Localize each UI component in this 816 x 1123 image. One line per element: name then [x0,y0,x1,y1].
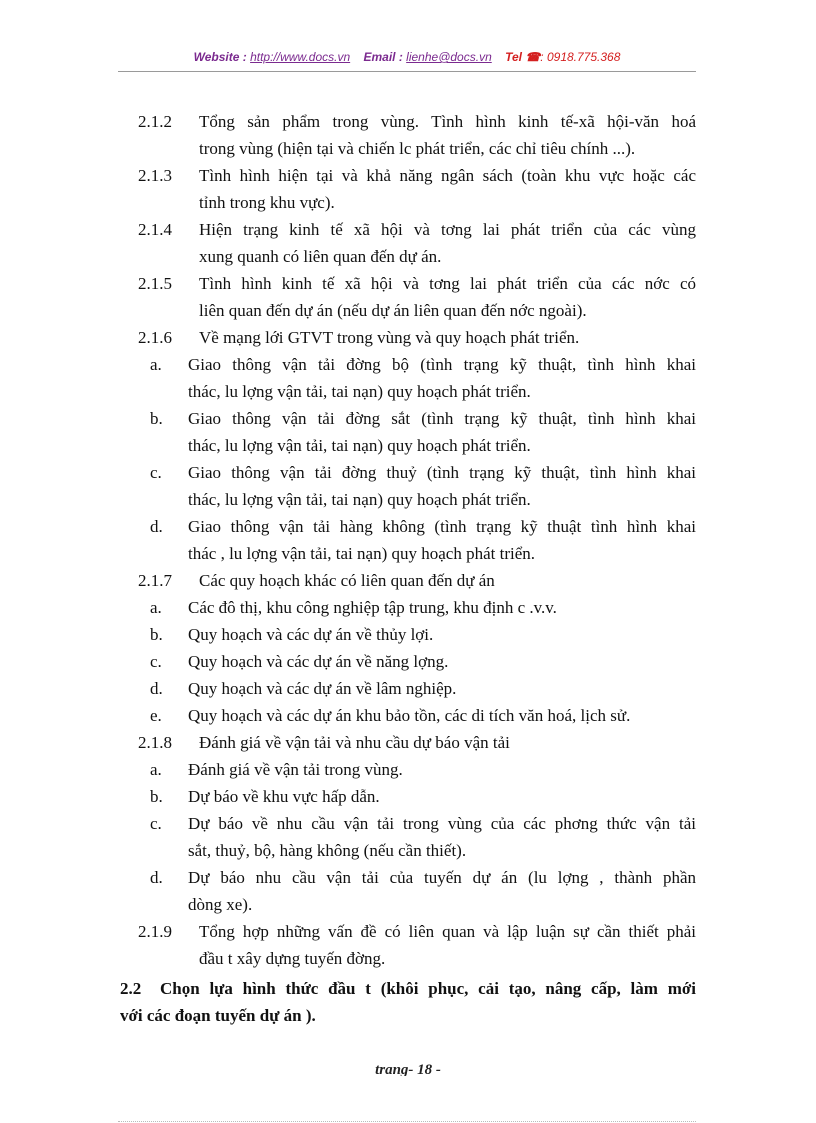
section-list-item [0,569,816,593]
item-number: 2.1.4 [138,220,172,239]
item-number: b. [150,787,163,806]
item-number: 2.1.7 [138,571,172,590]
item-number: d. [150,517,163,536]
item-number: c. [150,463,162,482]
item-text: Quy hoạch và các dự án khu bảo tồn, các di tích văn hoá, lịch sử. [188,706,631,725]
item-text: thác , lu lợng vận tải, tai nạn) quy hoạch phát triển. [188,544,535,563]
sub-list-item [0,839,816,863]
item-text: Về mạng lới GTVT trong vùng và quy hoạch phát triển. [199,328,580,347]
item-text: với các đoạn tuyến dự án ). [120,1006,316,1025]
sub-list-item [0,542,816,566]
sub-list-item [0,866,816,890]
page-number: trang- 18 - [375,1062,441,1076]
item-text: Tổng sản phẩm trong vùng. Tình hình kinh tế-xã hội-văn hoá [199,112,696,131]
item-number: b. [150,625,163,644]
sub-list-item [0,893,816,917]
item-text: Tình hình hiện tại và khả năng ngân sách (toàn khu vực hoặc các [199,166,696,185]
section-heading [0,1004,816,1028]
item-number: c. [150,652,162,671]
item-text: Tổng hợp những vấn đề có liên quan và lập luận sự cần thiết phải [199,922,696,941]
item-text: Quy hoạch và các dự án về thủy lợi. [188,625,434,644]
item-number: 2.1.2 [138,112,172,131]
item-text: Quy hoạch và các dự án về lâm nghiệp. [188,679,457,698]
sub-list-item [0,677,816,701]
section-list-item [0,218,816,242]
item-number: e. [150,706,162,725]
item-number: d. [150,679,163,698]
sub-list-item [0,515,816,539]
item-text: Giao thông vận tải đờng bộ (tình trạng kỹ thuật, tình hình khai [188,355,696,374]
footer-divider [118,1121,696,1122]
item-text: liên quan đến dự án (nếu dự án liên quan đến nớc ngoài). [199,301,587,320]
section-list-item [0,137,816,161]
sub-list-item [0,407,816,431]
item-text: tỉnh trong khu vực). [199,193,335,212]
item-text: Các đô thị, khu công nghiệp tập trung, khu định c .v.v. [188,598,557,617]
item-text: Giao thông vận tải đờng thuỷ (tình trạng kỹ thuật, tình hình khai [188,463,696,482]
sub-list-item [0,596,816,620]
sub-list-item [0,785,816,809]
item-text: Dự báo về khu vực hấp dẫn. [188,787,380,806]
sub-list-item [0,704,816,728]
sub-list-item [0,758,816,782]
item-text: Chọn lựa hình thức đầu t (khôi phục, cải tạo, nâng cấp, làm mới [160,979,696,998]
item-number: 2.1.6 [138,328,172,347]
item-text: đầu t xây dựng tuyến đờng. [199,949,386,968]
item-text: thác, lu lợng vận tải, tai nạn) quy hoạch phát triển. [188,382,531,401]
item-text: Đánh giá về vận tải trong vùng. [188,760,403,779]
sub-list-item [0,461,816,485]
item-text: Giao thông vận tải hàng không (tình trạng kỹ thuật tình hình khai [188,517,696,536]
item-text: Tình hình kinh tế xã hội và tơng lai phát triển của các nớc có [199,274,696,293]
website-link[interactable]: http://www.docs.vn [250,50,351,64]
section-list-item [0,272,816,296]
phone-icon: ☎ [525,50,541,64]
header-divider [118,71,696,72]
item-number: a. [150,598,162,617]
website-separator: : [239,50,251,64]
sub-list-item [0,812,816,836]
item-number: b. [150,409,163,428]
item-text: Giao thông vận tải đờng sắt (tình trạng kỹ thuật, tình hình khai [188,409,696,428]
section-list-item [0,164,816,188]
item-text: Hiện trạng kinh tế xã hội và tơng lai phát triển của các vùng [199,220,696,239]
item-text: sắt, thuỷ, bộ, hàng không (nếu cần thiết). [188,841,467,860]
sub-list-item [0,650,816,674]
sub-list-item [0,623,816,647]
section-list-item [0,920,816,944]
item-text: Dự báo nhu cầu vận tải của tuyến dự án (lu lợng , thành phần [188,868,696,887]
sub-list-item [0,380,816,404]
item-number: 2.1.9 [138,922,172,941]
item-number: c. [150,814,162,833]
item-number: 2.1.5 [138,274,172,293]
email-link[interactable]: lienhe@docs.vn [406,50,492,64]
item-text: thác, lu lợng vận tải, tai nạn) quy hoạch phát triển. [188,490,531,509]
item-text: xung quanh có liên quan đến dự án. [199,247,442,266]
tel-label: Tel [505,50,522,64]
item-number: 2.1.8 [138,733,172,752]
sub-list-item [0,434,816,458]
item-text: Đánh giá về vận tải và nhu cầu dự báo vận tải [199,733,510,752]
email-label: Email [363,50,396,64]
item-text: trong vùng (hiện tại và chiến lc phát triển, các chỉ tiêu chính ...). [199,139,636,158]
email-separator: : [395,50,407,64]
item-text: Các quy hoạch khác có liên quan đến dự án [199,571,495,590]
section-list-item [0,191,816,215]
page-header [118,50,696,72]
section-list-item [0,731,816,755]
section-list-item [0,326,816,350]
item-text: dòng xe). [188,895,253,914]
sub-list-item [0,353,816,377]
item-number: d. [150,868,163,887]
section-heading [0,977,816,1001]
section-list-item [0,299,816,323]
item-number: 2.2 [120,979,142,998]
website-label: Website [193,50,240,64]
section-list-item [0,110,816,134]
item-number: a. [150,760,162,779]
item-text: Dự báo về nhu cầu vận tải trong vùng của các phơng thức vận tải [188,814,696,833]
tel-value: : 0918.775.368 [540,50,621,64]
section-list-item [0,947,816,971]
item-number: a. [150,355,162,374]
section-list-item [0,245,816,269]
item-number: 2.1.3 [138,166,172,185]
item-text: Quy hoạch và các dự án về năng lợng. [188,652,449,671]
sub-list-item [0,488,816,512]
item-text: thác, lu lợng vận tải, tai nạn) quy hoạch phát triển. [188,436,531,455]
